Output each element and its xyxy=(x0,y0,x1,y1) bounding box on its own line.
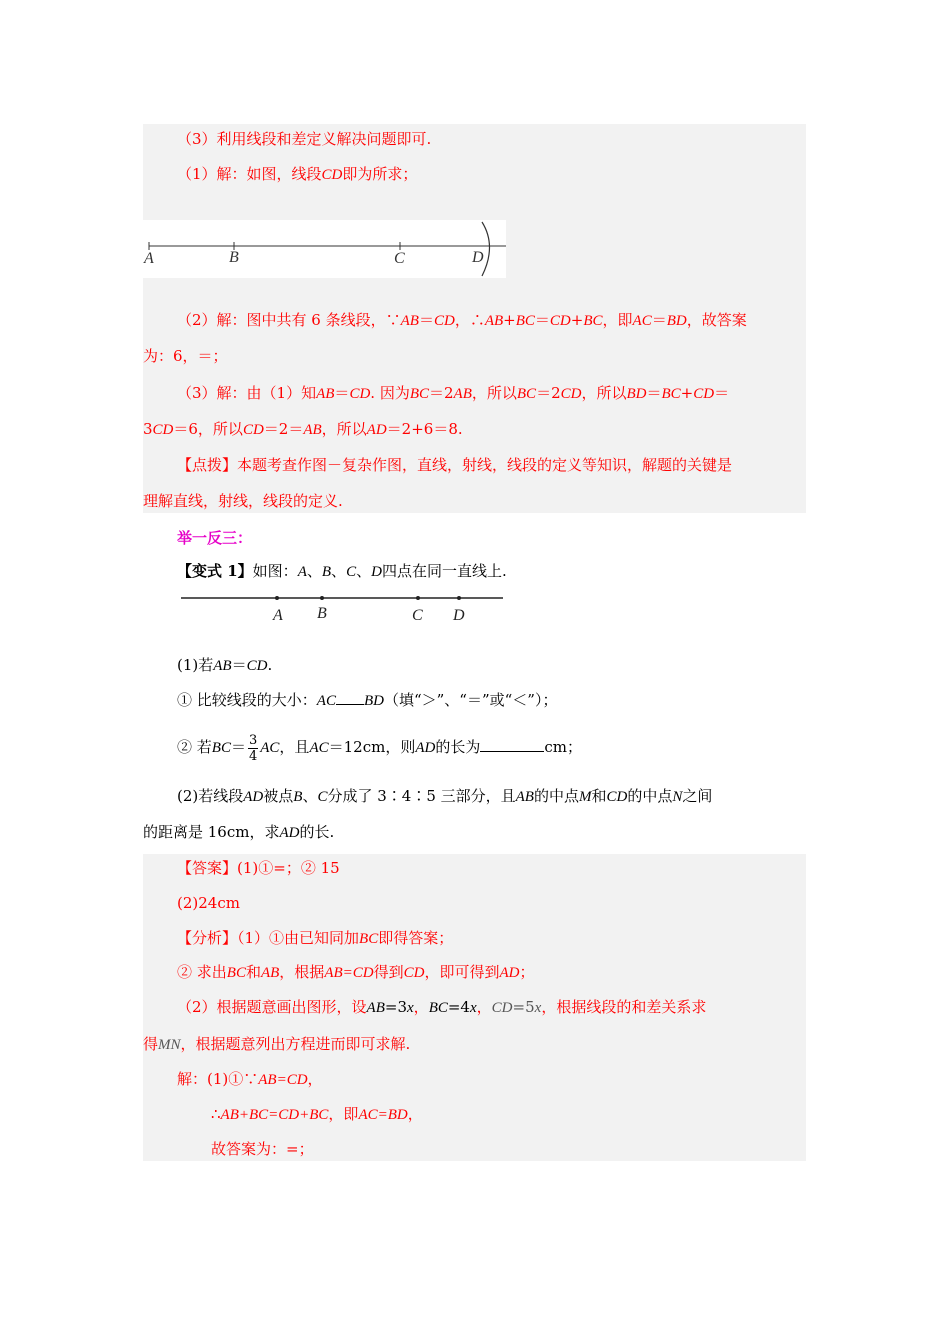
solution-line-4: 为：6，＝； xyxy=(143,347,228,365)
label-b: B xyxy=(229,249,239,266)
question-1-part-2: ② 若BC＝ $\frac{3}{4}$ AC，且AC＝12cm，则AD的长为 cm； xyxy=(177,732,582,764)
answer-blank-1[interactable] xyxy=(336,690,364,705)
practice-heading: 举一反三： xyxy=(177,529,253,547)
point-c xyxy=(416,596,420,600)
analysis-line-3: （2）根据题意画出图形，设AB=3x，BC=4x，CD=5x，根据线段的和差关系求 xyxy=(177,998,707,1016)
figure-svg xyxy=(143,220,506,278)
fraction-three-quarters: $\frac{3}{4}$ xyxy=(248,732,258,764)
point-b xyxy=(320,596,324,600)
solution-step-2: ∴AB+BC=CD+BC，即AC=BD， xyxy=(211,1105,423,1123)
solution-line-7: 【点拨】本题考查作图－复杂作图，直线，射线，线段的定义等知识，解题的关键是 xyxy=(177,456,733,474)
question-2-cont: 的距离是 16cm，求AD的长. xyxy=(143,823,335,841)
figure-line-abcd-2 xyxy=(181,591,505,625)
solution-line-5: （3）解：由（1）知AB＝CD. 因为BC＝2AB，所以BC＝2CD，所以BD＝BC+CD＝ xyxy=(177,384,730,402)
label-2-d: D xyxy=(453,607,465,624)
answer-line-2: (2)24cm xyxy=(177,894,240,912)
answer-block xyxy=(143,854,806,1161)
question-2: (2)若线段AD被点B、C分成了 3∶4∶5 三部分，且AB的中点M和CD的中点N之间 xyxy=(177,787,713,805)
answer-line-1: 【答案】(1)①=；② 15 xyxy=(177,859,340,877)
answer-blank-2[interactable] xyxy=(480,737,544,752)
label-a: A xyxy=(144,250,154,267)
solution-line-1: （3）利用线段和差定义解决问题即可. xyxy=(177,130,432,148)
figure-2-svg xyxy=(181,591,505,625)
label-d: D xyxy=(472,249,484,266)
solution-line-6: 3CD＝6，所以CD＝2＝AB，所以AD＝2+6＝8. xyxy=(143,420,463,438)
label-2-b: B xyxy=(317,605,327,622)
solution-line-2: （1）解：如图，线段CD即为所求； xyxy=(177,165,418,183)
figure-line-abcd xyxy=(143,220,506,278)
solution-block-top xyxy=(143,124,806,513)
solution-step-3: 故答案为：=； xyxy=(211,1140,314,1158)
point-a xyxy=(275,596,279,600)
solution-line-3: （2）解：图中共有 6 条线段，∵AB＝CD，∴AB+BC＝CD+BC，即AC＝BD，故答案 xyxy=(177,311,747,329)
label-c: C xyxy=(394,250,405,267)
solution-line-8: 理解直线，射线，线段的定义. xyxy=(143,492,343,510)
question-1: (1)若AB＝CD. xyxy=(177,656,273,674)
analysis-line-4: 得MN，根据题意列出方程进而即可求解. xyxy=(143,1035,411,1053)
point-d xyxy=(457,596,461,600)
analysis-line-2: ② 求出BC和AB，根据AB=CD得到CD，即可得到AD； xyxy=(177,963,535,981)
variant-1-intro: 【变式 1】如图：A、B、C、D四点在同一直线上. xyxy=(177,562,507,580)
label-2-a: A xyxy=(273,607,283,624)
solution-step-1: 解：(1)①∵AB=CD， xyxy=(177,1070,323,1088)
question-1-part-1: ① 比较线段的大小：AC BD（填“＞”、“＝”或“＜”）； xyxy=(177,691,558,709)
practice-section xyxy=(143,513,806,854)
analysis-line-1: 【分析】（1）①由已知同加BC即得答案； xyxy=(177,929,454,947)
label-2-c: C xyxy=(412,607,423,624)
